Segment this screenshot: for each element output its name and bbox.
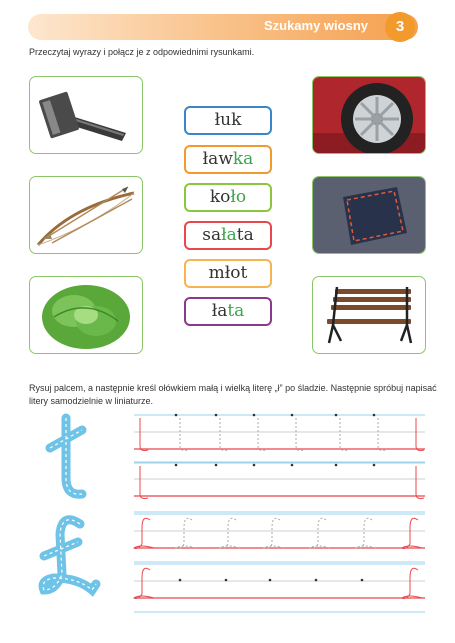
word-mlot-text: młot	[208, 263, 248, 283]
header-title: Szukamy wiosny	[263, 18, 368, 33]
word-lawka-green: ka	[232, 149, 254, 169]
word-luk-text: łuk	[214, 110, 242, 130]
big-uppercase-l-letter	[43, 520, 96, 590]
trace-row-3	[134, 518, 422, 548]
word-lata-green: ta	[227, 301, 245, 321]
word-salata-tail: ta	[236, 225, 254, 245]
word-salata-green: ła	[221, 225, 237, 245]
word-lata-plain: ła	[211, 301, 228, 321]
word-kolo-green: ło	[230, 187, 247, 207]
instruction-trace-line1: Rysuj palcem, a następnie kreśl ołówkiem małą i wielką literę „ł” po śladzie. Następnie spróbuj napisać	[29, 383, 437, 393]
word-salata-plain: sa	[202, 225, 222, 245]
word-kolo-plain: ko	[209, 187, 231, 207]
instruction-match: Przeczytaj wyrazy i połącz je z odpowiednimi rysunkami.	[29, 47, 255, 57]
word-lawka-plain: ław	[202, 149, 233, 169]
trace-row-4	[134, 568, 422, 598]
writing-lines	[134, 415, 425, 612]
trace-row-2	[140, 466, 424, 499]
instruction-trace-line2: litery samodzielnie w liniaturze.	[29, 396, 154, 406]
trace-row-1	[140, 418, 424, 451]
page-number-badge: 3	[385, 12, 415, 42]
